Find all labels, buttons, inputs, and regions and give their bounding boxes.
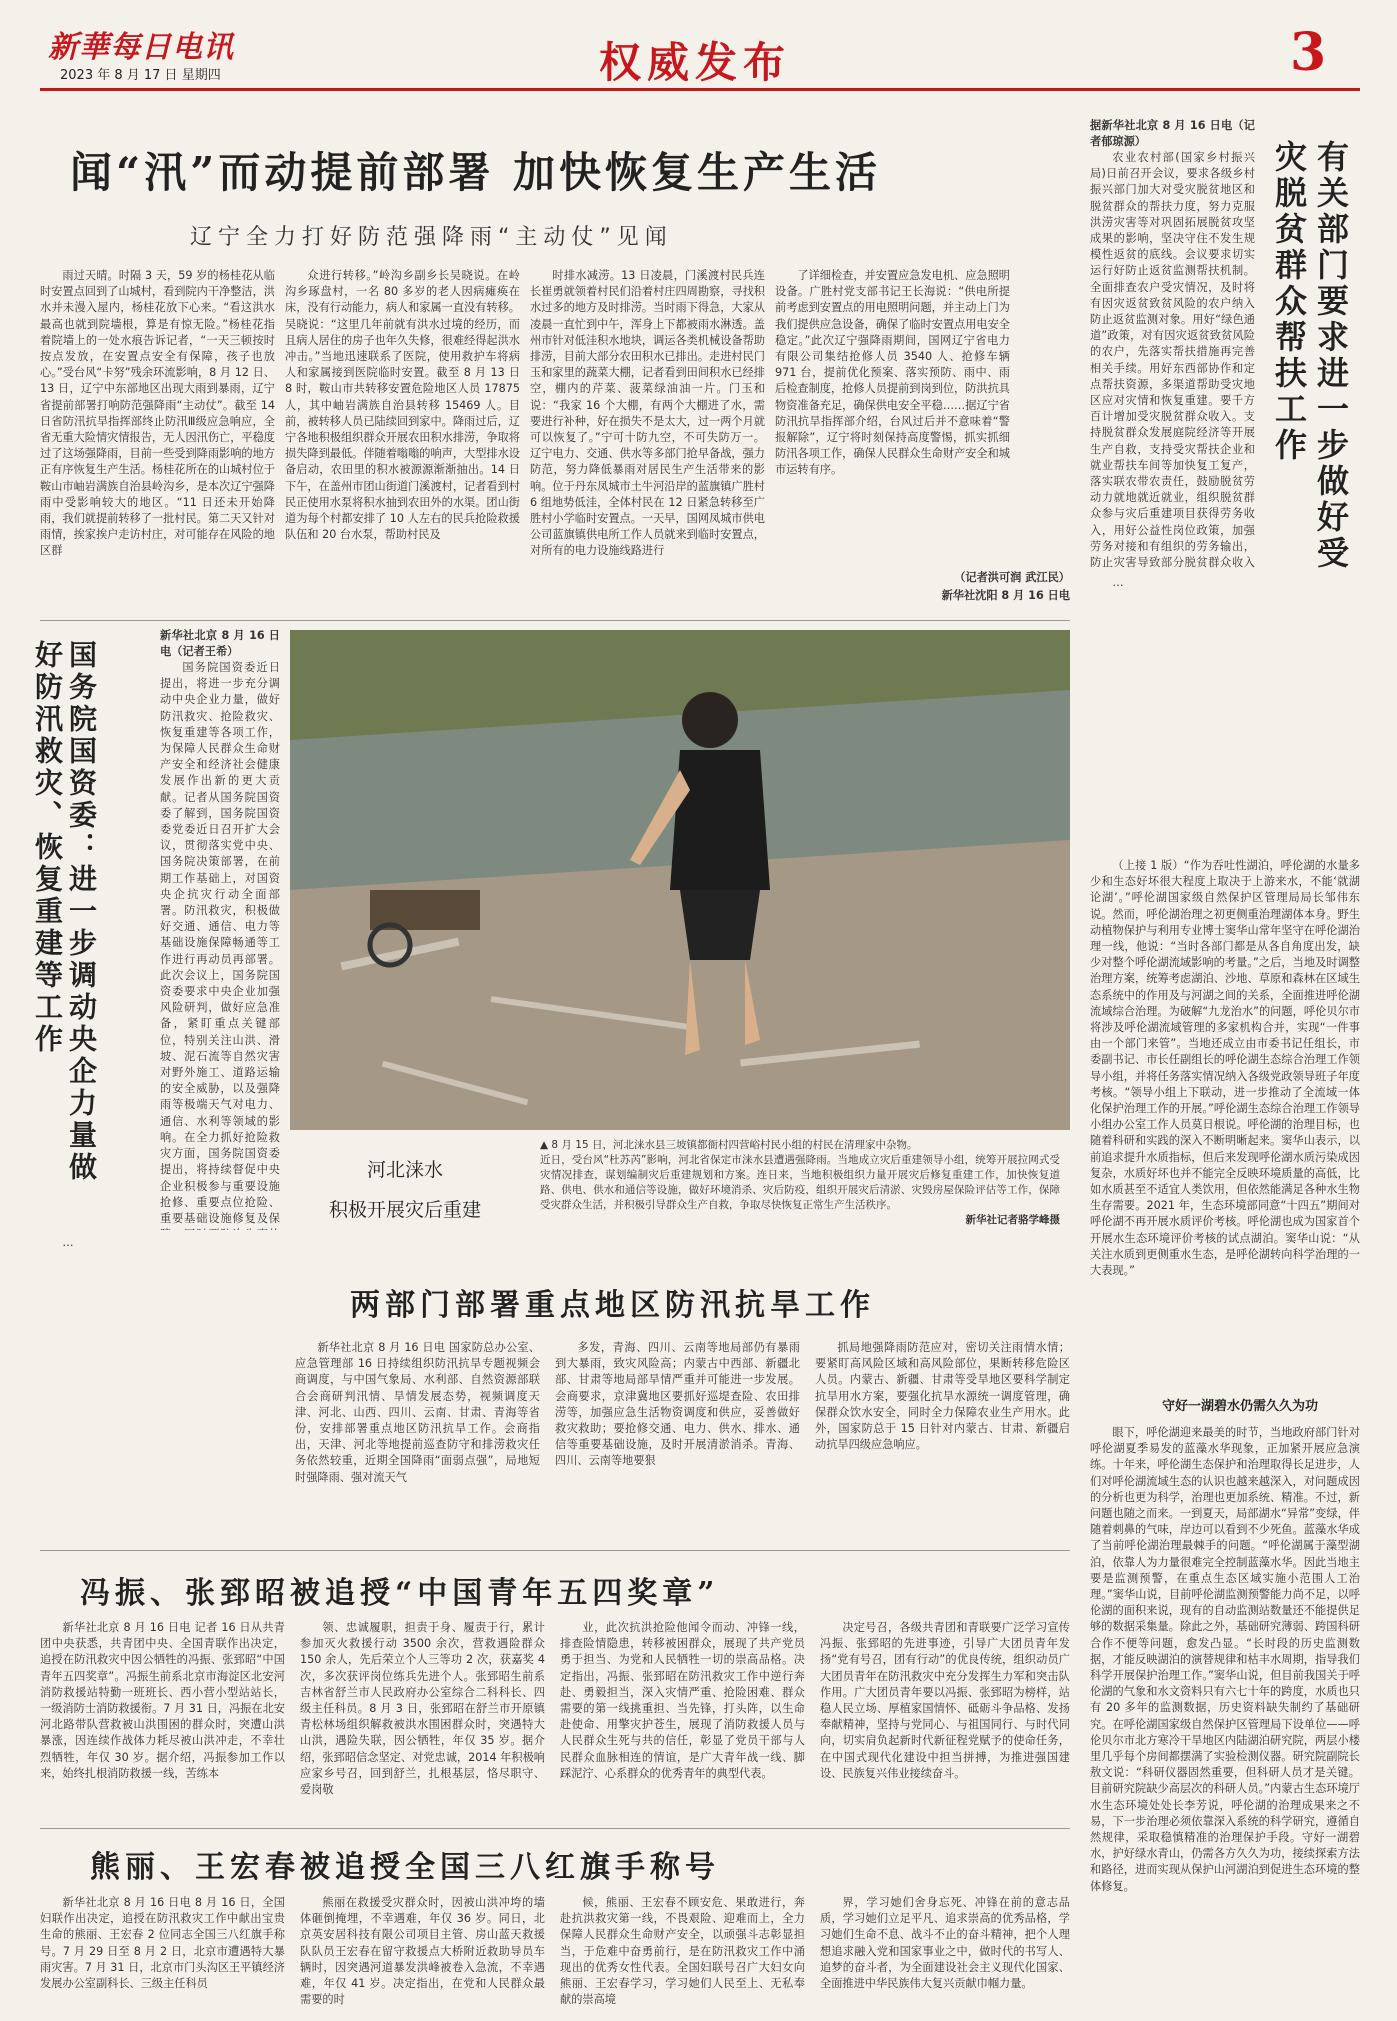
photo-credit: 新华社记者骆学峰摄 — [965, 1214, 1060, 1226]
sasac-headline: 国务院国资委：进一步调动央企力量做好防汛救灾、恢复重建等工作 — [31, 640, 98, 1184]
right-dateline: 据新华社北京 8 月 16 日电（记者郁琼源） — [1090, 119, 1255, 149]
photo-caption-main: ▲ 8 月 15 日，河北涞水县三坡镇都衙村四营峪村民小组的村民在清理家中杂物。 — [540, 1139, 918, 1151]
sasac-dateline: 新华社北京 8 月 16 日电（记者王希） — [160, 629, 280, 659]
section-title: 权威发布 — [598, 38, 791, 87]
newspaper-logo: 新華每日电讯 — [48, 30, 234, 65]
hulun-body-2: 眼下，呼伦湖迎来最美的时节，当地政府部门针对呼伦湖夏季易发的蓝藻水华现象，正加紧开展应急演练。十年来，呼伦湖生态保护和治理取得长足进步，人们对呼伦湖流域生态的认识也越来越深入，对问题成因的分析也更为科学，治理也更加系统、精准。不过，新问题也随之而来。一到夏天，局部湖水“异常”变绿，伴随着刺鼻的气味，岸边可以看到不少死鱼。蓝藻水华成了当前呼伦湖治理最棘手的问题。“呼伦湖属于藻型湖泊，依靠人为力量很难完全控制蓝藻水华。因此当地主要是监测预警，在重点生态区域实施小范围人工治理。”窦华山说，目前呼伦湖监测预警能力尚不足，以呼伦湖的面积来说，现有的自动监测站数量还不能提供足够的数据采集量。除此之外，基础研究薄弱、跨国科研合作不便等问题，愈发凸显。“长时段的历史监测数据，才能反映湖泊的演替规律和枯丰水周期，指导我们科学开展保护治理工作。”窦华山说，但目前我国关于呼伦湖的气象和水文资料只有六七十年的跨度，水质也只有 20 多年的监测数据，历史资料缺失制约了基础研究。在呼伦湖国家级自然保护区管理局下设单位——呼伦贝尔市北方寒冷干旱地区内陆湖泊研究院，两层小楼里几乎每个房间都摆满了实验检测仪器。研究院副院长敖文说：“科研仪器固然重要，但科研人员才是关键。目前研究院缺少高层次的科研人员。”内蒙古生态环境厅水生态环境处处长李芳说，呼伦湖的治理成果来之不易，下一步治理必须依靠深入系统的科学研究，遵循自然规律，采取稳慎精准的治理保护手段。守好一湖碧水，护好绿水青山，仍需各方久久为功，接续探索方法和路径，进而实现从保护山河湖泊到促进生态环境的整体修复。 — [1090, 1426, 1360, 1893]
lead-column-4: 了详细检查，并安置应急发电机、应急照明设备。广胜村党支部书记王长海说：“供电所提前考虑到安置点的用电照明问题，并主动上门为我们提供应急设备，确保了临时安置点用电安全稳定。”此次辽宁强降雨期间，国网辽宁省电力有限公司集结抢修人员 3540 人、抢修车辆 971 台，提前优化预案、落实预防、雨中、雨后检查制度，抢修人员提前到岗到位，防洪抗具物资准备充足，确保供电安全平稳……据辽宁省防汛抗旱指挥部介绍，台风过后并不意味着“警报解除”，辽宁将时刻保持高度警惕，抓实抓细防汛各项工作，确保人民群众生命财产安全和城市运转有序。 — [775, 269, 1010, 477]
right-headline: 有关部门要求进一步做好受灾脱贫群众帮扶工作 — [1270, 140, 1350, 572]
flood-column-1: 新华社北京 8 月 16 日电 国家防总办公室、应急管理部 16 日持续组织防汛抗旱专题视频会商调度，与中国气象局、水利部、自然资源部联合会商研判汛情、旱情发展态势，视频调度天津、河北、山西、四川、云南、甘肃、青海等省份，安排部署重点地区防汛抗旱工作。会商指出，天津、河北等地提前巡查防守和排涝救灾任务依然较重，近期全国降雨“面弱点强”，局地短时强降雨、强对流天气 — [295, 1341, 540, 1484]
photo-left-caption — [290, 1150, 520, 1230]
page-number: 3 — [1290, 22, 1327, 83]
lead-column-3: 时排水减涝。13 日凌晨，门溪渡村民兵连长崔勇就领着村民们沿着村庄四周勘察，寻找积水过多的地方及时排涝。当时雨下得急，大家从凌晨一直忙到中午，浑身上下都被雨水淋透。盖州市针对低洼积水地块，调运各类机械设备帮助排涝，目前大部分农田积水已排出。走进村民门玉和家里的蔬菜大棚，记者看到田间积水已经排空，棚内的芹菜、菠菜绿油油一片。门玉和说：“我家 16 个大棚，有两个大棚进了水，需要进行补种，好在损失不是太大，过一两个月就可以恢复了。”宁可十防九空，不可失防万一。辽宁电力、交通、供水等多部门抢早备战，强力防范，努力降低暴雨对居民生产生活带来的影响。位于丹东凤城市土牛河沿岸的蓝旗镇广胜村 6 组地势低洼，全体村民在 12 日紧急转移至广胜村小学临时安置点。一天早，国网凤城市供电公司蓝旗镇供电所工作人员就来到临时安置点，对所有的电力设施线路进行 — [530, 269, 765, 558]
flood-cleanup-photo — [290, 630, 1070, 1130]
hulun-subhead: 守好一湖碧水仍需久久为功 — [1161, 1399, 1318, 1414]
youth-column-2: 领、忠诚履职，担责于身、履责于行，累计参加灭火救援行动 3500 余次，营救遇险群众 150 余人，先后荣立个人三等功 2 次，获嘉奖 4 次，多次获评岗位练兵先进个人。张郅昭生前系吉林省舒兰市人民政府办公室综合二科科长、四级主任科员。8 月 3 日，张郅昭在舒兰市开原镇青松林场组织解救被洪水围困群众时，突遇特大山洪，遇险失联，因公牺牲，年仅 35 岁。据介绍，张郅昭信念坚定、对党忠诚，2014 年积极响应家乡号召，回到舒兰，扎根基层，恪尽职守、爱岗敬 — [300, 1621, 545, 1797]
lead-dateline: 新华社沈阳 8 月 16 日电 — [941, 589, 1070, 602]
lead-column-1: 雨过天晴。时隔 3 天，59 岁的杨桂花从临时安置点回到了山城村，看到院内干净整洁，洪水并未漫入屋内，杨桂花放下心来。“看这洪水最高也就到院墙根，算是有惊无险。”杨桂花指着院墙上的一处水痕告诉记者，“一天三顿按时按点发放，在安置点安全有保障，孩子也放心。”受台风“卡努”残余环流影响，8 月 12 日、13 日，辽宁中东部地区出现大雨到暴雨，辽宁省提前部署打响防范强降雨“主动仗”。截至 14 日省防汛抗旱指挥部终止防汛Ⅲ级应急响应，全省无重大险情灾情报告，无人因汛伤亡，平稳度过了这场强降雨，目前一些受到降雨影响的地方正有序恢复生产生活。杨桂花所在的山城村位于鞍山市岫岩满族自治县岭沟乡，是本次辽宁强降雨中受影响较大的地区。“11 日还未开始降雨，我们就提前转移了一批村民。第二天又针对雨情，挨家挨户走访村庄，对可能存在风险的地区群 — [40, 269, 275, 558]
women-headline: 熊丽、王宏春被追授全国三八红旗手称号 — [90, 1850, 720, 1885]
youth-column-4: 决定号召，各级共青团和青联要广泛学习宣传冯振、张郅昭的先进事迹，引导广大团员青年发扬“党有号召，团有行动”的优良传统，组织动员广大团员青年在防汛救灾中充分发挥生力军和突击队作用。广大团员青年要以冯振、张郅昭为榜样，站稳人民立场、厚植家国情怀、砥砺斗争品格、发扬奉献精神，坚持与党同心、与祖国同行、与时代同向，切实肩负起新时代新征程党赋予的使命任务，在中国式现代化建设中担当拼搏，为推进强国建设、民族复兴伟业接续奋斗。 — [820, 1621, 1070, 1780]
lead-byline: （记者洪可润 武江民） — [954, 571, 1070, 584]
women-column-1: 新华社北京 8 月 16 日电 8 月 16 日，全国妇联作出决定，追授在防汛救灾工作中献出宝贵生命的熊丽、王宏春 2 位同志全国三八红旗手称号。7 月 29 日至 8 月 2 日，北京市遭遇特大暴雨灾害。7 月 31 日，北京市门头沟区王平镇经济发展办公室副科长、三级主任科员 — [40, 1896, 285, 1991]
photo-caption — [540, 1138, 1060, 1228]
right-body-top: 农业农村部(国家乡村振兴局)日前召开会议，要求各级乡村振兴部门加大对受灾脱贫地区和脱贫群众的帮扶力度，努力克服洪涝灾害等对巩固拓展脱贫攻坚成果的影响，坚决守住不发生规模性返贫的底线。会议要求切实运行好防止返贫监测帮扶机制。全面排查农户受灾情况，及时将有因灾返贫致贫风险的农户纳入防止返贫监测对象。用好“绿色通道”政策，对有因灾返贫致贫风险的农户，先落实帮扶措施再完善相关手续。用好东西部协作和定点帮扶资源，多渠道帮助受灾地区应对灾情和恢复重建。要千方百计增加受灾脱贫群众收入。支持脱贫群众发展庭院经济等开展生产自救，支持受灾帮扶企业和就业帮扶车间等加快复工复产，落实联农带农责任，鼓励脱贫劳动力就地就近就业，组织脱贫群众参与灾后重建项目获得劳务收入，用好公益性岗位政策，加强劳务对接和有组织的劳务输出，防止灾害导致部分脱贫群众收入 — [1090, 151, 1255, 570]
sasac-body: 国务院国资委近日提出，将进一步充分调动中央企业力量，做好防汛救灾、抢险救灾、恢复重建等各项工作，为保障人民群众生命财产安全和经济社会健康发展作出新的更大贡献。记者从国务院国资委了解到，国务院国资委党委近日召开扩大会议，贯彻落实党中央、国务院决策部署，在前期工作基础上，对国资央企抗灾行动全面部署。防汛救灾，积极做好交通、通信、电力等基础设施保障畅通等工作进行再动员再部署。此次会议上，国务院国资委要求中央企业加强风险研判，做好应急准备，紧盯重点关键部位，特别关注山洪、滑坡、泥石流等自然灾害对野外施工、道路运输的安全威胁，以及强降雨等极端天气对电力、通信、水利等领域的影响。在全力抓好抢险救灾方面，国务院国资委提出，将持续督促中央企业积极参与重要设施抢修、重要点位抢险、重要基础设施修复及保 — [160, 661, 280, 1225]
section-divider-3 — [40, 1828, 1070, 1829]
flood-headline: 两部门部署重点地区防汛抗旱工作 — [350, 1288, 875, 1323]
women-column-3: 候，熊丽、王宏春不顾安危、果敢进行，奔赴抗洪救灾第一线，不畏艰险、迎难而上，全力保障人民群众生命财产安全，以顽强斗志彰显担当，于危难中奋勇前行，是在防汛救灾工作中涌现出的优秀女性代表。全国妇联号召广大妇女向熊丽、王宏春学习，学习她们人民至上、无私奉献的崇高境 — [560, 1896, 805, 2007]
right-body-continued: … — [1112, 576, 1124, 589]
sasac-body-continued: … — [62, 1236, 74, 1249]
youth-headline: 冯振、张郅昭被追授“中国青年五四奖章” — [80, 1576, 720, 1611]
lead-headline: 闻“汛”而动提前部署 加快恢复生产生活 — [70, 148, 881, 197]
hulun-body-1: （上接 1 版）“作为吞吐性湖泊，呼伦湖的水量多少和生态好坏很大程度上取决于上游来水，不能‘就湖论湖’。”呼伦湖国家级自然保护区管理局局长邹伟东说。然而，呼伦湖治理之初更侧重治理湖体本身。野生动植物保护与利用专业博士窦华山常年坚守在呼伦湖治理一线，他说：“当时各部门都是从各自角度出发，缺少对整个呼伦湖流域影响的考量。”之后，当地及时调整治理方案，统筹考虑湖泊、沙地、草原和森林在区域生态系统中的作用及与河湖之间的关系，全面推进呼伦湖流域综合治理。为破解“九龙治水”的问题，呼伦贝尔市将涉及呼伦湖流域管理的多家机构合并，实现“一件事由一个部门来管”。当地还成立由市委书记任组长，市委副书记、市长任副组长的呼伦湖生态综合治理工作领导小组，并将任务落实情况纳入各级党政领导班子年度考核。“领导小组上下联动，进一步推动了全流域一体化保护治理工作的开展。”呼伦湖生态综合治理工作领导小组办公室工作人员莫日根说。呼伦湖的治理目标，也随着科研和实践的深入不断明晰起来。窦华山表示，以前追求提升水质指标，但后来发现呼伦湖水质污染成因复杂，水质好坏也并不能完全反映环境质量的高低，比如水质甚至不适宜人类饮用，但依然能满足各种水生物生存需要。2021 年，生态环境部同意“十四五”期间对呼伦湖不再开展水质评价考核。呼伦湖也成为国家首个开展水生态环境评价考核的试点湖泊。窦华山说：“从关注水质到更侧重水生态，是呼伦湖转向科学治理的一大表现。” — [1090, 859, 1360, 1278]
youth-column-1: 新华社北京 8 月 16 日电 记者 16 日从共青团中央获悉，共青团中央、全国青联作出决定，追授在防汛救灾中因公牺牲的冯振、张郅昭“中国青年五四奖章”。冯振生前系北京市海淀区北安河消防救援站特勤一班班长、西小营小型站站长，一级消防士消防救援衔。7 月 31 日，冯振在北安河北路带队营救被山洪围困的群众时，突遭山洪暴涨，因连续作战体力耗尽被山洪冲走，不幸壮烈牺牲，年仅 30 岁。据介绍，冯振参加工作以来，始终扎根消防救援一线，苦练本 — [40, 1621, 285, 1780]
photo-caption-body: 近日，受台风“杜苏芮”影响，河北省保定市涞水县遭遇强降雨。当地成立灾后重建领导小组，统筹开展拉网式受灾情况排查，谋划编制灾后重建规划和方案。连日来，当地积极组织力量开展灾后修复重建工作，加快恢复道路、供电、供水和通信等设施，做好环境消杀、灾后防疫，组织开展灾后清淤、灾毁房屋保险评估等工作，保障受灾群众生活，并积极引导群众生产自救，争取尽快恢复正常生产生活秩序。 — [540, 1154, 1060, 1211]
lead-subheadline: 辽宁全力打好防范强降雨“主动仗”见闻 — [190, 225, 673, 250]
section-divider — [40, 620, 1070, 621]
youth-column-3: 业，此次抗洪抢险他闻令而动、冲锋一线，排查险情隐患，转移被困群众，展现了共产党员勇于担当、为党和人民牺牲一切的崇高品格。决定指出，冯振、张郅昭在防汛救灾工作中逆行奔赴、勇毅担当，深入灾情严重、抢险困难、群众需要的第一线挑重担、当先锋，打头阵，以生命赴使命、用擎灾护苍生，展现了消防救援人员与人民群众生死与共的信任，彰显了党员干部与人民群众血脉相连的情谊，是广大青年战一线、脚踩泥泞、心系群众的优秀青年的典型代表。 — [560, 1621, 805, 1780]
flood-column-3: 抓局地强降雨防范应对，密切关注雨情水情；要紧盯高风险区域和高风险部位，果断转移危险区人员。内蒙古、新疆、甘肃等受旱地区要科学制定抗旱用水方案，要强化抗旱水源统一调度管理，确保群众饮水安全，同时全力保障农业生产用水。此外，国家防总于 15 日针对内蒙古、甘肃、新疆启动抗旱四级应急响应。 — [815, 1341, 1070, 1452]
masthead-rule — [40, 88, 1360, 91]
photo-title: 积极开展灾后重建 — [328, 1199, 481, 1221]
flood-column-2: 多发，青海、四川、云南等地局部仍有暴雨到大暴雨，致灾风险高；内蒙古中西部、新疆北部、甘肃等地局部旱情严重并可能进一步发展。会商要求，京津冀地区要抓好巡堤查险、农田排涝等，加强应急生活物资调度和供应，妥善做好救灾救助；要抢修交通、电力、供水、排水、通信等重要基础设施，及时开展清淤消杀。青海、四川、云南等地要狠 — [555, 1341, 800, 1468]
issue-date: 2023 年 8 月 17 日 星期四 — [60, 68, 221, 83]
women-column-4: 界，学习她们舍身忘死、冲锋在前的意志品质，学习她们立足平凡、追求崇高的优秀品格，学习她们生命不息、战斗不止的奋斗精神，把个人理想追求融入党和国家事业之中，做时代的书写人、追梦的奋斗者，为全面建设社会主义现代化国家、全面推进中华民族伟大复兴贡献巾帼力量。 — [820, 1896, 1070, 1991]
photo-location: 河北涞水 — [366, 1159, 443, 1181]
women-column-2: 熊丽在救援受灾群众时，因被山洪冲垮的墙体砸倒掩埋，不幸遇难，年仅 36 岁。同日，北京英安居科技有限公司项目主管、房山蓝天救援队队员王宏春在留守救援点大桥附近救助导员车辆时，因突遇河道暴发洪峰被卷入急流，不幸遇难，年仅 41 岁。决定指出，在党和人民群众最需要的时 — [300, 1896, 545, 2007]
lead-column-2: 众进行转移。”岭沟乡副乡长吴晓说。在岭沟乡琢盘村，一名 80 多岁的老人因病瘫痪在床，没有行动能力，病人和家属一直没有转移。吴晓说：“这里几年前就有洪水过境的经历，而且病人居住的房子也年久失修，很难经得起洪水冲击。”当地迅速联系了医院，使用救护车将病人和家属接到医院临时安置。截至 8 月 13 日 8 时，鞍山市共转移安置危险地区人员 17875 人，其中岫岩满族自治县转移 15469 人。目前，被转移人员已陆续回到家中。降雨过后，辽宁各地积极组织群众开展农田积水排涝，争取将损失降到最低。伴随着嗡嗡的响声，大型排水设备启动，农田里的积水被源源渐渐抽出。14 日下午，在盖州市团山街道门溪渡村，记者看到村民正使用水泵将积水抽到农田外的水渠。团山街道为每个村都安排了 10 人左右的民兵抢险救援队伍和 20 台水泵，帮助村民及 — [285, 269, 520, 542]
section-divider-2 — [40, 1550, 1070, 1551]
